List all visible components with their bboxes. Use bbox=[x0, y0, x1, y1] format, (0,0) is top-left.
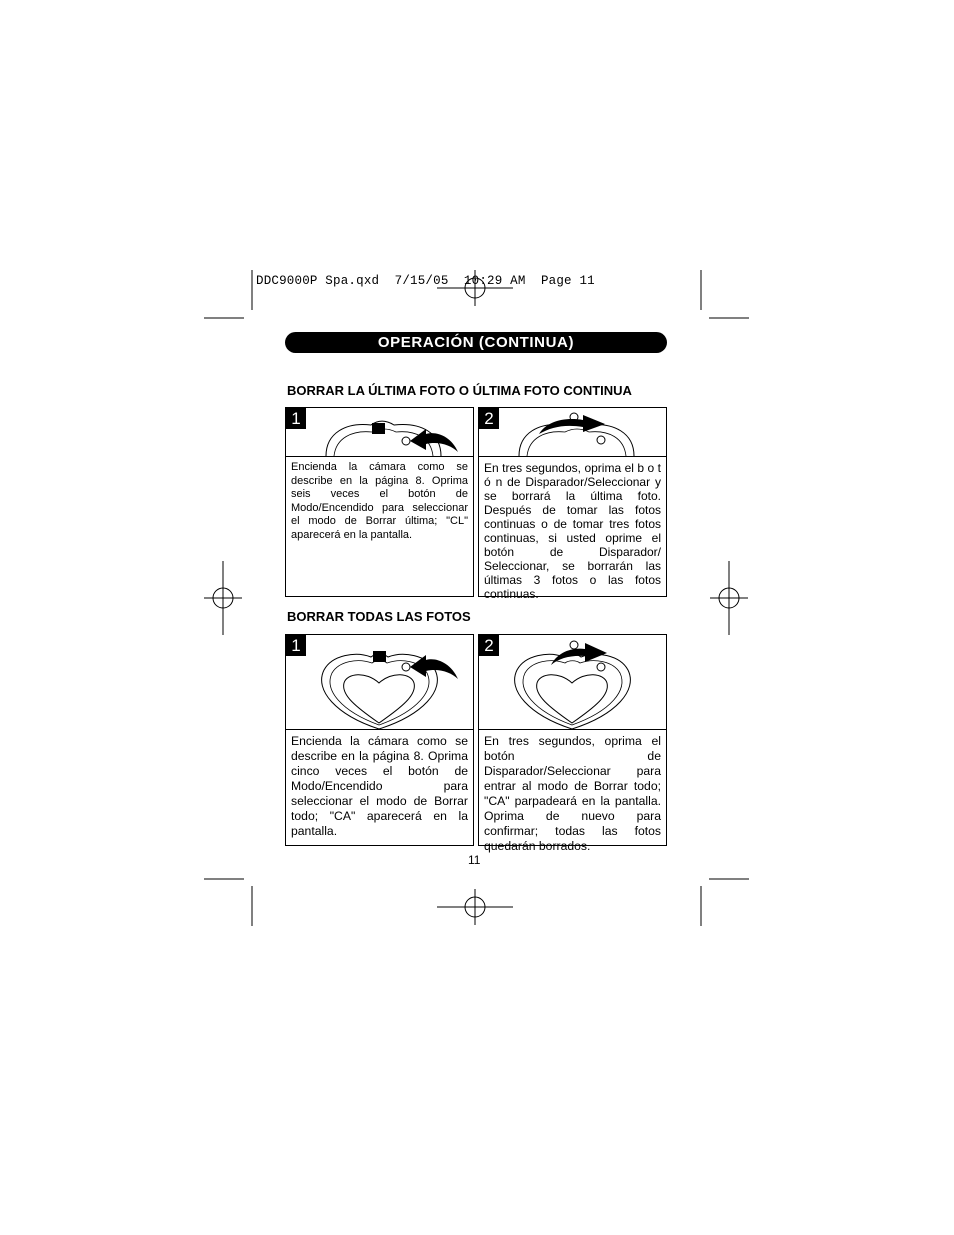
section-title-delete-last: BORRAR LA ÚLTIMA FOTO O ÚLTIMA FOTO CONTINUA bbox=[287, 383, 632, 398]
camera-top-icon bbox=[286, 408, 473, 456]
step-box-delete-last-2 bbox=[478, 407, 667, 601]
camera-top-illustration bbox=[286, 408, 473, 457]
page-banner: OPERACIÓN (CONTINUA) bbox=[285, 332, 667, 353]
heart-camera-icon bbox=[286, 635, 473, 729]
step-box-delete-all-1 bbox=[285, 634, 474, 846]
step-box-delete-all-2 bbox=[478, 634, 667, 853]
step-number: 1 bbox=[286, 635, 306, 656]
page-number: 11 bbox=[468, 853, 481, 867]
step-box-delete-last-1 bbox=[285, 407, 474, 597]
step-number: 2 bbox=[479, 408, 499, 429]
heart-camera-icon bbox=[479, 635, 666, 729]
file-slug: DDC9000P Spa.qxd 7/15/05 10:29 AM Page 11 bbox=[256, 274, 595, 288]
camera-top-icon bbox=[479, 408, 666, 456]
step-text: En tres segundos, oprima el b o t ó n de Disparador/Seleccionar y se borrará la última foto. Después de tomar las fotos continuas o de tomar tres fotos continuas, si usted oprime el botón de Disparador/ Seleccionar, se borrarán las últimas 3 fotos o las fotos continuas. bbox=[484, 461, 661, 601]
step-text: En tres segundos, oprima el botón de Disparador/Seleccionar para entrar al modo de Borrar todo; "CA" parpadeará en la pantalla. Oprima de nuevo para confirmar; todas las fotos quedarán borrados. bbox=[484, 734, 661, 853]
camera-top-illustration bbox=[479, 408, 666, 457]
step-text: Encienda la cámara como se describe en la página 8. Oprima cinco veces el botón de Modo/Encendido para seleccionar el modo de Borrar todo; "CA" aparecerá en la pantalla. bbox=[291, 734, 468, 838]
camera-front-illustration bbox=[286, 635, 473, 730]
step-number: 2 bbox=[479, 635, 499, 656]
step-text: Encienda la cámara como se describe en la página 8. Oprima seis veces el botón de Modo/Encendido para seleccionar el modo de Borrar última; "CL" aparecerá en la pantalla. bbox=[291, 461, 468, 541]
step-number: 1 bbox=[286, 408, 306, 429]
section-title-delete-all: BORRAR TODAS LAS FOTOS bbox=[287, 609, 471, 624]
camera-front-illustration bbox=[479, 635, 666, 730]
